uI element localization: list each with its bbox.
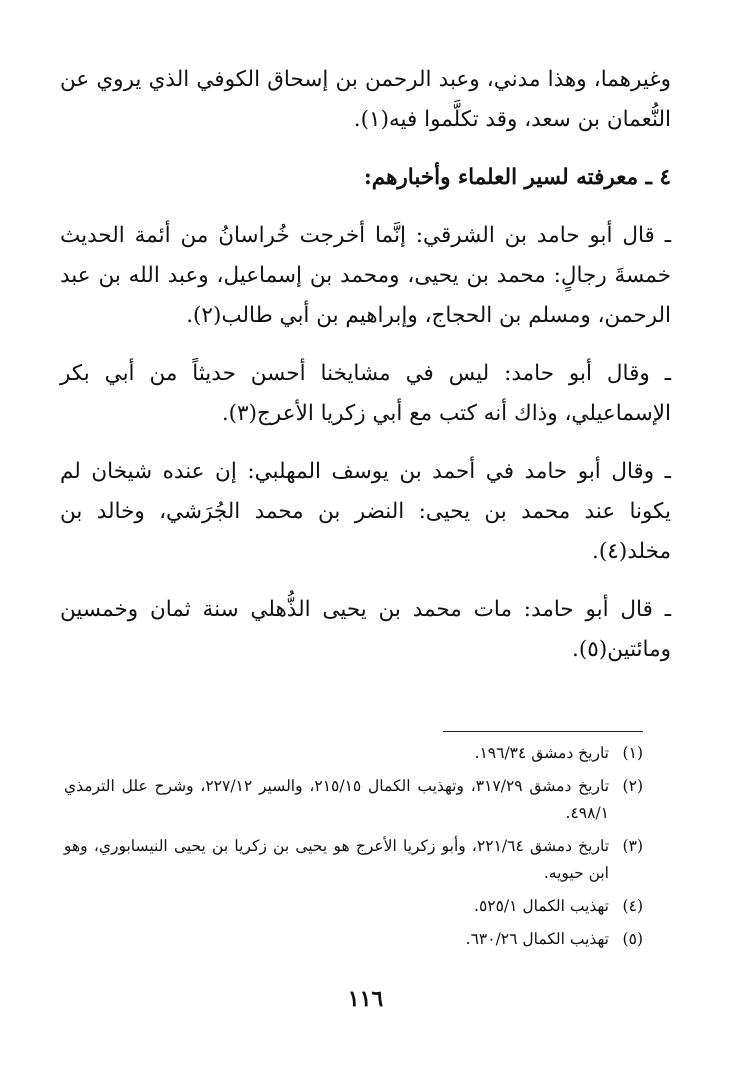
footnote-text: تهذيب الكمال ٦٣٠/٢٦. <box>465 930 609 948</box>
footnotes <box>64 740 643 959</box>
footnote <box>64 740 643 767</box>
footnote-number: (٤) <box>622 897 643 915</box>
main-text <box>60 60 671 670</box>
section-heading: ٤ ـ معرفته لسير العلماء وأخبارهم: <box>363 165 671 190</box>
footnote-text: تاريخ دمشق ٣١٧/٢٩، وتهذيب الكمال ٢١٥/١٥، والسير ٢٢٧/١٢، وشرح علل الترمذي ٤٩٨/١. <box>64 777 610 822</box>
footnote-number: (٥) <box>622 930 643 948</box>
paragraph-dhuhli: ـ قال أبو حامد: مات محمد بن يحيى الذُّهلي سنة ثمان وخمسين ومائتين(٥). <box>60 597 671 662</box>
footnote-number: (٢) <box>622 777 643 795</box>
footnote-number: (١) <box>622 744 643 762</box>
footnote-number: (٣) <box>622 837 643 855</box>
paragraph-khurasan: ـ قال أبو حامد بن الشرقي: إنَّما أخرجت خُراسانُ من أئمة الحديث خمسةَ رجالٍ: محمد بن يحيى، ومحمد بن إسماعيل، وعبد الله بن عبد الرحمن، ومسلم بن الحجاج، وإبراهيم بن أبي طالب(٢). <box>60 223 671 328</box>
paragraph-ismaili: ـ وقال أبو حامد: ليس في مشايخنا أحسن حديثاً من أبي بكر الإسماعيلي، وذاك أنه كتب مع أبي زكريا الأعرج(٣). <box>60 361 671 426</box>
footnote-text: تاريخ دمشق ١٩٦/٣٤. <box>474 744 609 762</box>
footnote <box>64 773 643 827</box>
footnote <box>64 926 643 953</box>
page-number: ١١٦ <box>347 986 384 1012</box>
footnote-separator <box>443 731 643 732</box>
footnote-text: تهذيب الكمال ٥٢٥/١. <box>474 897 609 915</box>
footnote <box>64 833 643 887</box>
footnote-text: تاريخ دمشق ٢٢١/٦٤، وأبو زكريا الأعرج هو يحيى بن زكريا بن يحيى النيسابوري، وهو ابن حيويه. <box>64 837 610 882</box>
footnote <box>64 893 643 920</box>
paragraph-continuation: وغيرهما، وهذا مدني، وعبد الرحمن بن إسحاق الكوفي الذي يروي عن النُّعمان بن سعد، وقد تكلَّموا فيه(١). <box>60 67 671 132</box>
paragraph-muhallabi: ـ وقال أبو حامد في أحمد بن يوسف المهلبي: إن عنده شيخان لم يكونا عند محمد بن يحيى: النضر بن محمد الجُرَشي، وخالد بن مخلد(٤). <box>60 459 671 564</box>
